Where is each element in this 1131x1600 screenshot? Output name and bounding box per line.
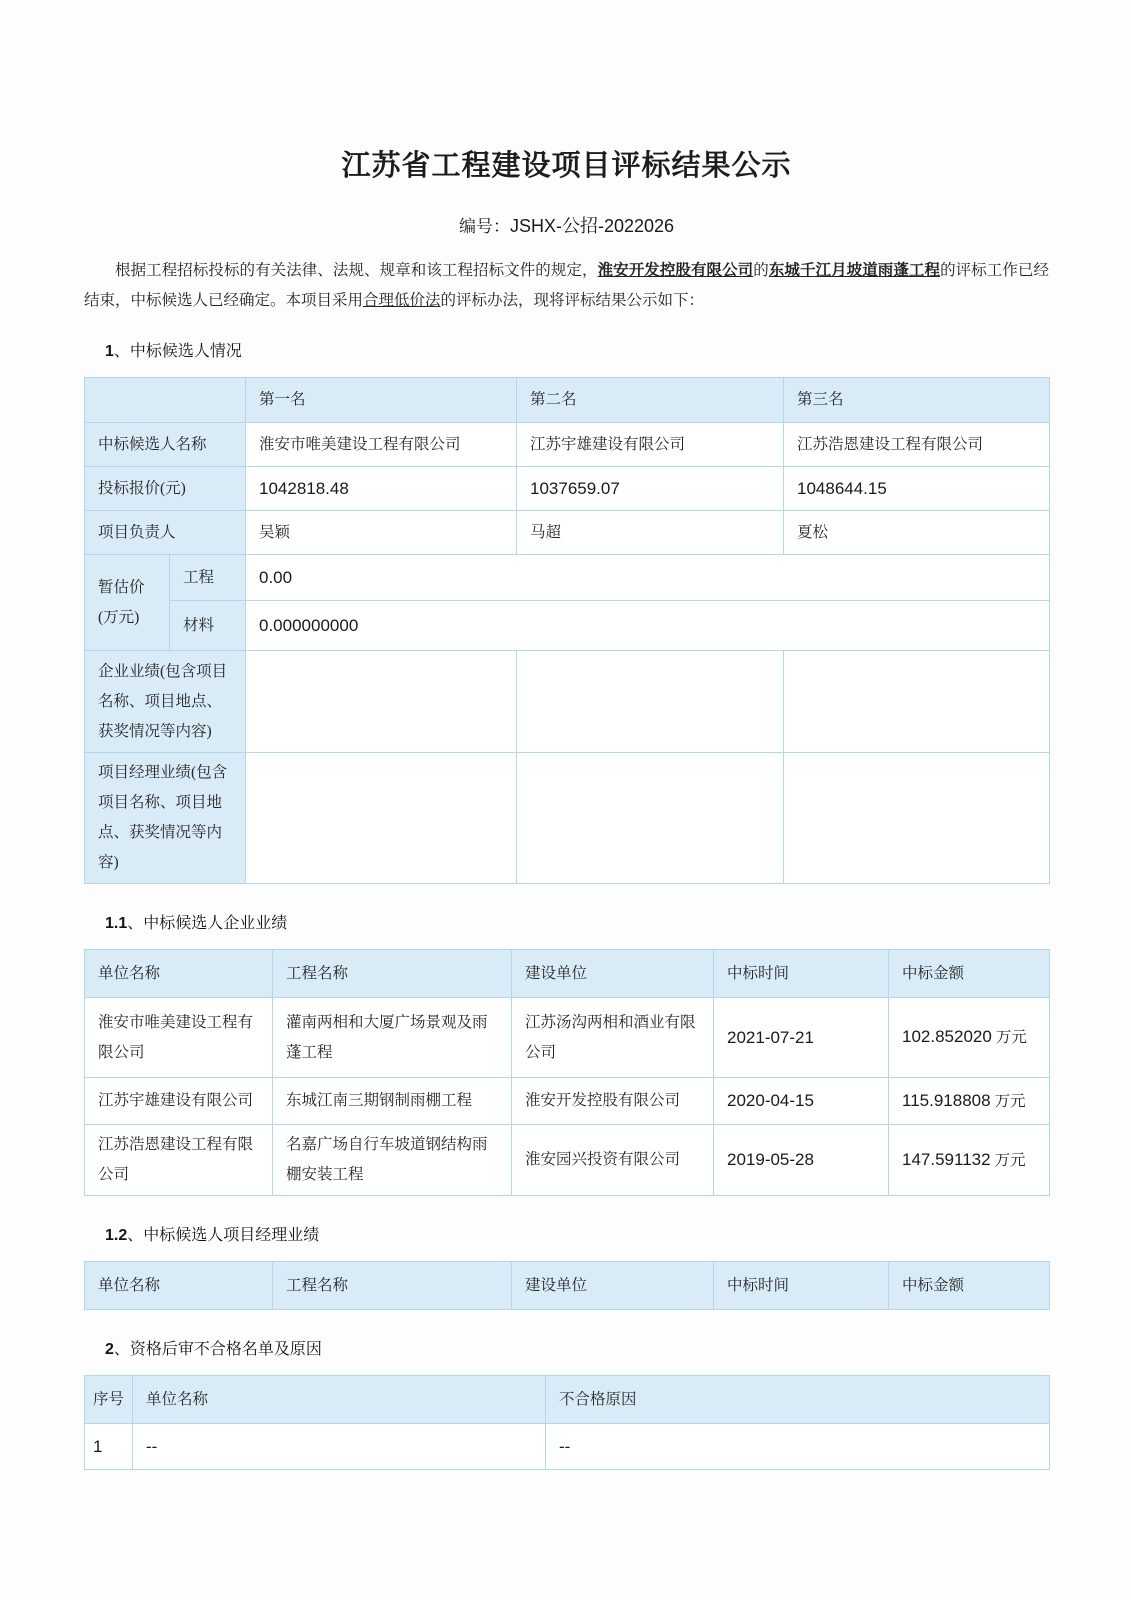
company-cell: 江苏浩恩建设工程有限公司 bbox=[85, 1125, 273, 1196]
owner-cell: 淮安开发控股有限公司 bbox=[512, 1078, 714, 1125]
page-title: 江苏省工程建设项目评标结果公示 bbox=[341, 150, 792, 182]
candidate-2-manager: 马超 bbox=[517, 511, 784, 555]
section-2-heading bbox=[105, 1336, 1049, 1359]
section-1-2-number: 1.2 bbox=[105, 1227, 128, 1244]
amount-unit: 万元 bbox=[995, 1029, 1027, 1046]
corner-cell bbox=[85, 378, 246, 423]
column-header-index: 序号 bbox=[85, 1376, 133, 1424]
bid-price-row bbox=[85, 467, 1050, 511]
table-header-row bbox=[85, 950, 1050, 998]
column-header-project: 工程名称 bbox=[273, 950, 512, 998]
table-header-row bbox=[85, 1262, 1050, 1310]
tenderee-name: 淮安开发控股有限公司 bbox=[597, 262, 754, 279]
company-performance-row bbox=[85, 651, 1050, 753]
empty-cell bbox=[517, 651, 784, 753]
evaluation-method: 合理低价法 bbox=[363, 292, 441, 309]
row-label: 投标报价(元) bbox=[85, 467, 246, 511]
manager-performance-row bbox=[85, 753, 1050, 884]
amount-value: 147.591132 bbox=[902, 1149, 991, 1169]
candidate-header-row bbox=[85, 378, 1050, 423]
company-cell: -- bbox=[133, 1424, 546, 1470]
column-header-owner: 建设单位 bbox=[512, 1262, 714, 1310]
candidate-3-name: 江苏浩恩建设工程有限公司 bbox=[784, 423, 1050, 467]
amount-value: 115.918808 bbox=[902, 1090, 991, 1110]
intro-paragraph bbox=[84, 256, 1049, 316]
empty-cell bbox=[784, 753, 1050, 884]
empty-cell bbox=[246, 753, 517, 884]
amount-unit: 万元 bbox=[994, 1151, 1026, 1169]
company-performance-table bbox=[84, 949, 1050, 1196]
document-number-value: JSHX-公招-2022026 bbox=[509, 216, 675, 236]
candidate-1-name: 淮安市唯美建设工程有限公司 bbox=[246, 423, 517, 467]
row-label: 项目负责人 bbox=[85, 511, 246, 555]
section-2-number: 2 bbox=[105, 1341, 114, 1358]
estimate-label-line1: 暂估价 bbox=[98, 578, 145, 596]
column-header-date: 中标时间 bbox=[714, 1262, 889, 1310]
document-number-prefix: 编号： bbox=[458, 217, 510, 236]
disqualified-table bbox=[84, 1375, 1050, 1470]
date-cell: 2019-05-28 bbox=[714, 1125, 889, 1196]
candidate-name-row bbox=[85, 423, 1050, 467]
project-cell: 名嘉广场自行车坡道钢结构雨棚安装工程 bbox=[273, 1125, 512, 1196]
column-header-company: 单位名称 bbox=[85, 1262, 273, 1310]
intro-text: 的 bbox=[753, 262, 769, 279]
section-1-1-heading bbox=[105, 910, 1049, 933]
section-2-title: 、资格后审不合格名单及原因 bbox=[113, 1341, 322, 1358]
candidate-3-manager: 夏松 bbox=[784, 511, 1050, 555]
intro-text: 根据工程招标投标的有关法律、法规、规章和该工程招标文件的规定， bbox=[115, 262, 598, 279]
section-1-1-title: 、中标候选人企业业绩 bbox=[127, 915, 288, 932]
amount-cell bbox=[889, 1125, 1050, 1196]
document-number-line bbox=[84, 212, 1049, 238]
amount-unit: 万元 bbox=[994, 1092, 1026, 1110]
amount-cell bbox=[889, 998, 1050, 1078]
column-header-date: 中标时间 bbox=[714, 950, 889, 998]
estimate-material-row bbox=[85, 601, 1050, 651]
section-1-1-number: 1.1 bbox=[105, 915, 128, 932]
row-label: 项目经理业绩(包含项目名称、项目地点、获奖情况等内容) bbox=[85, 753, 246, 884]
column-header-reason: 不合格原因 bbox=[546, 1376, 1050, 1424]
row-label: 中标候选人名称 bbox=[85, 423, 246, 467]
table-row bbox=[85, 1125, 1050, 1196]
rank-1-header: 第一名 bbox=[246, 378, 517, 423]
manager-performance-table bbox=[84, 1261, 1050, 1310]
company-cell: 江苏宇雄建设有限公司 bbox=[85, 1078, 273, 1125]
section-1-title: 、中标候选人情况 bbox=[113, 343, 242, 360]
empty-cell bbox=[784, 651, 1050, 753]
candidate-1-manager: 吴颖 bbox=[246, 511, 517, 555]
estimate-label-line2: (万元) bbox=[98, 608, 140, 626]
section-1-number: 1 bbox=[105, 343, 114, 360]
engineering-label: 工程 bbox=[170, 555, 246, 601]
candidate-1-price: 1042818.48 bbox=[246, 467, 517, 511]
column-header-company: 单位名称 bbox=[133, 1376, 546, 1424]
material-value: 0.000000000 bbox=[246, 601, 1050, 651]
project-cell: 灌南两相和大厦广场景观及雨蓬工程 bbox=[273, 998, 512, 1078]
table-header-row bbox=[85, 1376, 1050, 1424]
engineering-value: 0.00 bbox=[246, 555, 1050, 601]
owner-cell: 江苏汤沟两相和酒业有限公司 bbox=[512, 998, 714, 1078]
column-header-owner: 建设单位 bbox=[512, 950, 714, 998]
material-label: 材料 bbox=[170, 601, 246, 651]
company-cell: 淮安市唯美建设工程有限公司 bbox=[85, 998, 273, 1078]
empty-cell bbox=[517, 753, 784, 884]
section-1-2-title: 、中标候选人项目经理业绩 bbox=[127, 1227, 320, 1244]
estimate-engineering-row bbox=[85, 555, 1050, 601]
date-cell: 2021-07-21 bbox=[714, 998, 889, 1078]
column-header-amount: 中标金额 bbox=[889, 950, 1050, 998]
owner-cell: 淮安园兴投资有限公司 bbox=[512, 1125, 714, 1196]
table-row bbox=[85, 1424, 1050, 1470]
column-header-company: 单位名称 bbox=[85, 950, 273, 998]
intro-text: 的评标办法，现将评标结果公示如下： bbox=[440, 292, 705, 309]
reason-cell: -- bbox=[546, 1424, 1050, 1470]
project-manager-row bbox=[85, 511, 1050, 555]
index-cell: 1 bbox=[85, 1424, 133, 1470]
project-name: 东城千江月坡道雨蓬工程 bbox=[768, 262, 941, 279]
amount-value: 102.852020 bbox=[902, 1027, 992, 1046]
candidate-2-name: 江苏宇雄建设有限公司 bbox=[517, 423, 784, 467]
amount-cell bbox=[889, 1078, 1050, 1125]
intro-text: 的评标工作已经结束，中标候选人已经确定。本项目采用 bbox=[84, 262, 1049, 309]
row-label: 企业业绩(包含项目名称、项目地点、获奖情况等内容) bbox=[85, 651, 246, 753]
table-row bbox=[85, 998, 1050, 1078]
empty-cell bbox=[246, 651, 517, 753]
section-1-2-heading bbox=[105, 1222, 1049, 1245]
candidate-table bbox=[84, 377, 1050, 884]
rank-3-header: 第三名 bbox=[784, 378, 1050, 423]
table-row bbox=[85, 1078, 1050, 1125]
section-1-heading bbox=[105, 338, 1049, 361]
estimate-label bbox=[85, 555, 170, 651]
rank-2-header: 第二名 bbox=[517, 378, 784, 423]
date-cell: 2020-04-15 bbox=[714, 1078, 889, 1125]
column-header-amount: 中标金额 bbox=[889, 1262, 1050, 1310]
column-header-project: 工程名称 bbox=[273, 1262, 512, 1310]
project-cell: 东城江南三期钢制雨棚工程 bbox=[273, 1078, 512, 1125]
candidate-2-price: 1037659.07 bbox=[517, 467, 784, 511]
candidate-3-price: 1048644.15 bbox=[784, 467, 1050, 511]
